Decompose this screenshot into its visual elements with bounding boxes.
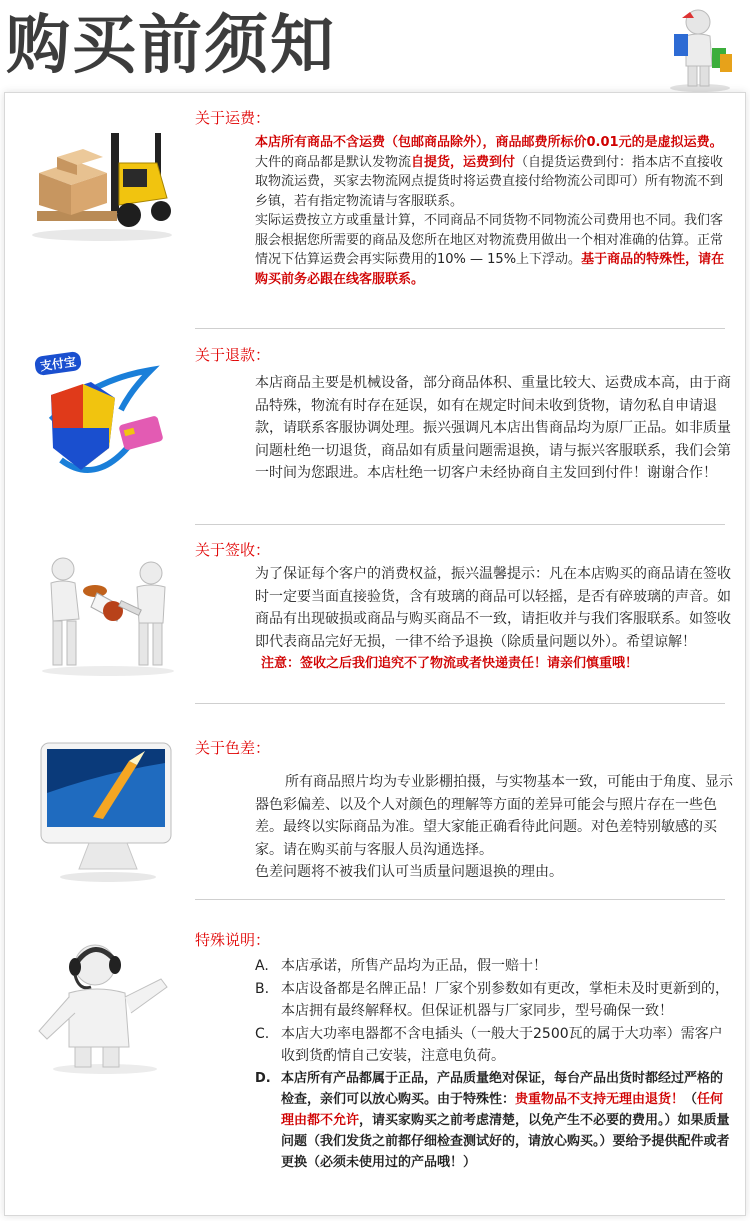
list-item <box>255 978 733 1023</box>
page-title: 购买前须知 <box>6 9 336 83</box>
forklift-icon <box>27 123 177 243</box>
receipt-warning: 注意：签收之后我们追究不了物流或者快递责任！请亲们慎重哦！ <box>261 656 639 671</box>
special-section <box>5 905 745 1215</box>
list-letter: A. <box>255 958 269 974</box>
shipping-pickup-paragraph <box>255 153 735 212</box>
special-d-warning: 贵重物品不支持无理由退货！ <box>515 1091 685 1107</box>
refund-body: 本店商品主要是机械设备，部分商品体积、重量比较大、运费成本高，由于商品特殊，物流有时存在延误，如有在规定时间未收到货物，请勿私自申请退款，请联系客服协调处理。振兴强调凡本店出售商品均为原厂正品。如非质量问题杜绝一切退货，商品如有质量问题需退换，请与振兴客服联系，我们会第一时间为您跟进。本店杜绝一切客户未经协商自主发回到付件！谢谢合作！ <box>255 375 731 481</box>
receipt-text: 为了保证每个客户的消费权益，振兴温馨提示：凡在本店购买的商品请在签收时一定要当面直接验货，含有玻璃的商品可以轻摇，是否有碎玻璃的声音。如商品有出现破损或商品与购买商品不一致，请拒收并与我们客服联系。如签收即代表商品完好无损，一律不给予退换（除质量问题以外）。希望谅解！ <box>255 566 731 650</box>
shipping-virtual-fee-note: 本店所有商品不含运费（包邮商品除外），商品邮费所标价0.01元的是虚拟运费。 <box>255 135 723 150</box>
special-d-warning: 任何理由都不允许 <box>281 1091 724 1128</box>
shipping-estimate-paragraph <box>255 211 735 289</box>
content-panel <box>4 92 746 1216</box>
color-section <box>5 713 745 905</box>
list-text: 本店大功率电器都不含电插头（一般大于2500瓦的属于大功率）需客户收到货酌情自己安装，注意电负荷。 <box>281 1025 723 1064</box>
list-item <box>255 1068 733 1173</box>
monitor-icon <box>33 733 183 883</box>
shipping-contact-warning: 基于商品的特殊性，请在购买前务必跟在线客服联系。 <box>255 252 725 287</box>
list-item <box>255 1023 733 1068</box>
special-body <box>255 955 733 1173</box>
refund-title: 关于退款： <box>195 346 271 364</box>
refund-section <box>5 338 745 533</box>
section-divider <box>195 524 725 525</box>
color-conclusion: 色差问题将不被我们认可当质量问题退换的理由。 <box>255 864 563 880</box>
section-divider <box>195 328 725 329</box>
handshake-stamp-icon <box>33 549 183 679</box>
shipping-pickup-text: 大件的商品都是默认发物流 <box>255 154 412 170</box>
shipping-body <box>255 133 735 289</box>
color-title: 关于色差： <box>195 739 271 757</box>
shipping-estimate-text: 实际运费按立方或重量计算，不同商品不同货物不同物流公司费用也不同。我们客服会根据您所需要的商品及您所在地区对物流费用做出一个相对准确的估算。正常情况下估算运费会再实际费用的10% — 15%上下浮动。 <box>255 213 724 267</box>
special-d-text: ，请买家购买之前考虑清楚，以免产生不必要的费用。）如果质量问题（我们发货之前都仔细检查测试好的，请放心购买。）要给予提供配件或者更换（必须未使用过的产品哦！） <box>281 1112 730 1170</box>
receipt-title: 关于签收： <box>195 541 271 559</box>
list-text <box>281 1068 733 1173</box>
list-letter: B. <box>255 980 270 997</box>
special-d-text: 本店所有产品都属于正品，产品质量绝对保证，每台产品出货时都经过严格的检查，亲们可以放心购买。由于特殊性： <box>281 1070 724 1107</box>
special-title: 特殊说明： <box>195 931 271 949</box>
list-letter: D. <box>255 1070 271 1086</box>
list-item <box>255 955 733 978</box>
section-divider <box>195 899 725 900</box>
list-letter: C. <box>255 1025 270 1042</box>
shipping-section <box>5 93 745 338</box>
headset-support-icon <box>35 935 175 1075</box>
shipping-pickup-detail: （自提货运费到付：指本店不直接收取物流运费，买家去物流网点提货时将运费直接付给物流公司即可）所有物流不到乡镇，若有指定物流请与客服联系。 <box>255 154 724 209</box>
color-text: 所有商品照片均为专业影棚拍摄，与实物基本一致，可能由于角度、显示器色彩偏差、以及个人对颜色的理解等方面的差异可能会与照片存在一些色差。最终以实际商品为准。望大家能正确看待此问题。对色差特别敏感的买家。请在购买前与客服人员沟通选择。 <box>255 774 733 858</box>
shopping-figure-icon <box>660 4 740 92</box>
receipt-body <box>255 563 735 676</box>
list-text: 本店设备都是名牌正品！厂家个别参数如有更改，掌柜未及时更新到的，本店拥有最终解释权。但保证机器与厂家同步，型号确保一致！ <box>281 980 729 1019</box>
receipt-section <box>5 533 745 713</box>
color-body <box>255 771 735 884</box>
alipay-badge: 支付宝 <box>34 351 82 376</box>
section-divider <box>195 703 725 704</box>
shipping-pickup-highlight: 自提货，运费到付 <box>411 154 516 170</box>
list-text: 本店承诺，所售产品均为正品，假一赔十！ <box>281 958 547 974</box>
page-header <box>0 0 750 92</box>
shipping-title: 关于运费： <box>195 109 271 127</box>
special-d-text: （ <box>684 1091 698 1107</box>
